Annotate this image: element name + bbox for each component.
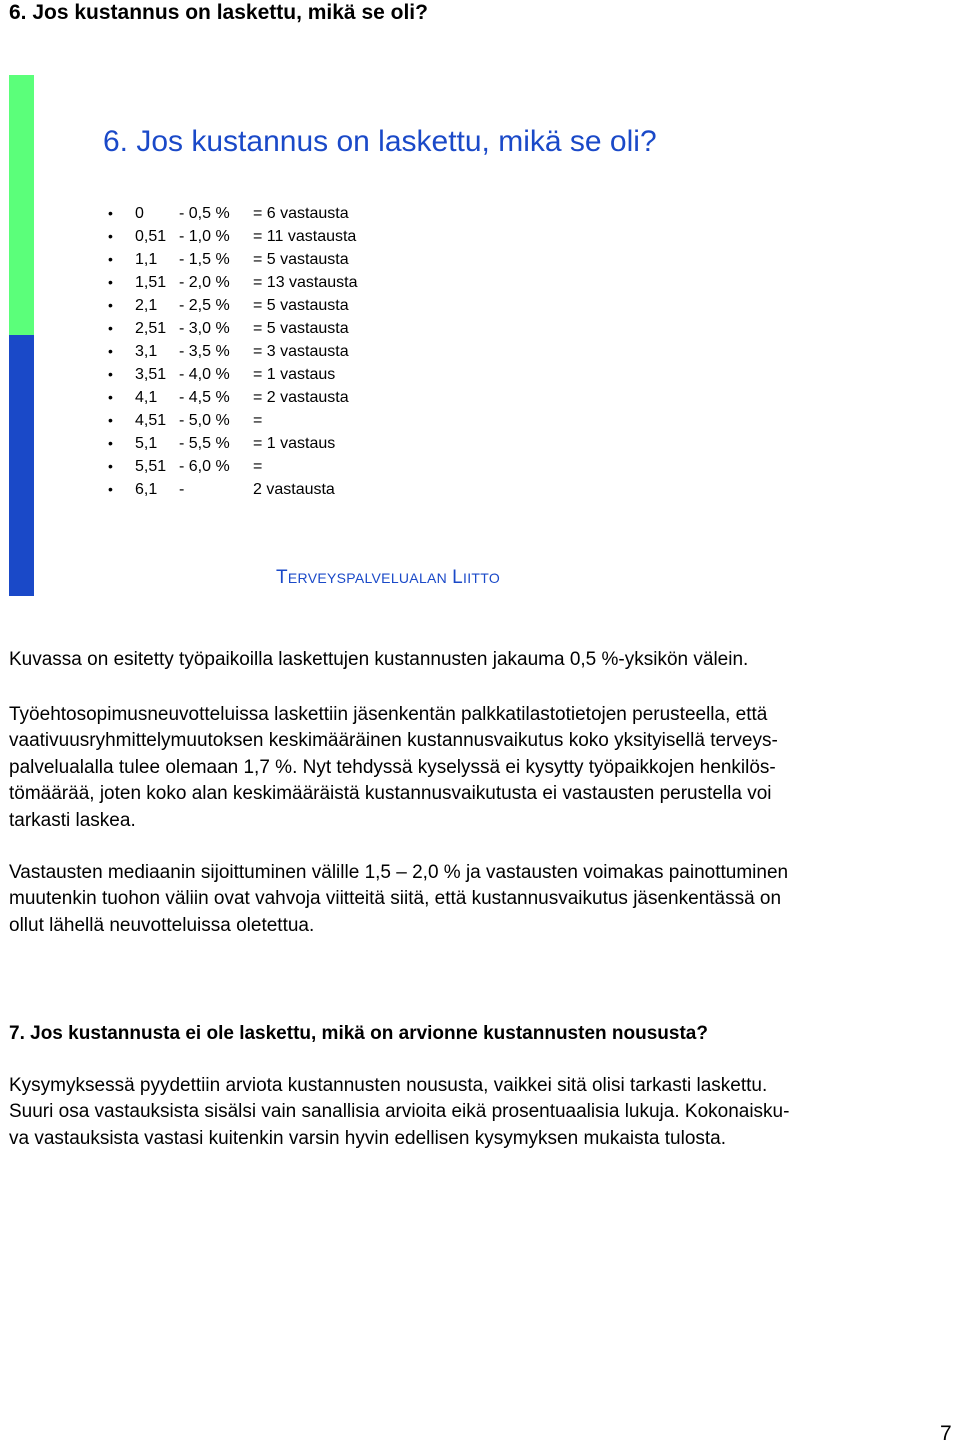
response-count: = [253,412,263,429]
bullet-icon: • [108,481,113,497]
range-end: - 1,5 % [179,251,230,268]
paragraph-line: Työehtosopimusneuvotteluissa laskettiin jäsenkentän palkkatilastotietojen perusteella, että [9,704,768,725]
range-end: - 3,0 % [179,320,230,337]
slide-green-bar [9,75,34,335]
range-end: - 0,5 % [179,205,230,222]
bullet-icon: • [108,389,113,405]
paragraph-line: Suuri osa vastauksista sisälsi vain sanallisia arvioita eikä prosentuaalisia lukuja. Kokonaisku- [9,1101,790,1123]
bullet-icon: • [108,251,113,267]
paragraph-line: tömäärää, joten koko alan keskimääräistä kustannusvaikutusta ei vastausten perustella voi [9,783,772,805]
bullet-icon: • [108,366,113,382]
bullet-icon: • [108,228,113,244]
response-count: = 1 vastaus [253,435,336,452]
range-start: 1,1 [135,251,158,268]
logo-word-1-rest: ERVEYSPALVELUALAN [287,570,448,586]
response-count: 2 vastausta [253,481,335,498]
range-end: - 3,5 % [179,343,230,360]
range-end: - [179,481,185,498]
range-end: - 6,0 % [179,458,230,475]
section-7-heading: 7. Jos kustannusta ei ole laskettu, mikä on arvionne kustannusten noususta? [9,1023,708,1044]
paragraph-line: Kysymyksessä pyydettiin arviota kustannusten noususta, vaikkei sitä olisi tarkasti laskettu. [9,1075,768,1096]
range-end: - 1,0 % [179,228,230,245]
organization-logo [276,568,500,588]
response-count: = 13 vastausta [253,274,358,291]
page-number: 7 [940,1422,952,1445]
logo-word-2-rest: IITTO [463,570,501,586]
range-start: 5,1 [135,435,158,452]
range-start: 4,1 [135,389,158,406]
response-count: = 5 vastausta [253,320,349,337]
range-end: - 4,5 % [179,389,230,406]
range-end: - 2,5 % [179,297,230,314]
bullet-icon: • [108,435,113,451]
bullet-icon: • [108,297,113,313]
paragraph-line: va vastauksista vastasi kuitenkin varsin hyvin edellisen kysymyksen mukaista tulosta. [9,1127,727,1149]
paragraph-line: tarkasti laskea. [9,809,136,831]
response-count: = 2 vastausta [253,389,349,406]
bullet-icon: • [108,205,113,221]
response-count: = [253,458,263,475]
paragraph-median [9,860,954,939]
response-count: = 1 vastaus [253,366,336,383]
bullet-icon: • [108,412,113,428]
logo-initial-1: T [276,567,288,588]
range-end: - 2,0 % [179,274,230,291]
page-heading: 6. Jos kustannus on laskettu, mikä se oli? [9,1,428,24]
response-count: = 6 vastausta [253,205,349,222]
bullet-icon: • [108,458,113,474]
range-start: 1,51 [135,274,167,291]
response-count: = 5 vastausta [253,297,349,314]
bullet-icon: • [108,274,113,290]
range-start: 5,51 [135,458,167,475]
range-start: 3,1 [135,343,158,360]
range-end: - 5,0 % [179,412,230,429]
range-start: 0,51 [135,228,167,245]
range-end: - 5,5 % [179,435,230,452]
range-start: 3,51 [135,366,167,383]
paragraph-negotiations [9,702,954,834]
bullet-icon: • [108,320,113,336]
range-end: - 4,0 % [179,366,230,383]
paragraph-estimates [9,1073,954,1152]
slide-blue-bar [9,335,34,596]
slide-image [0,75,960,600]
slide-title: 6. Jos kustannus on laskettu, mikä se oli? [103,125,657,158]
range-start: 4,51 [135,412,167,429]
range-start: 6,1 [135,481,158,498]
response-count: = 11 vastausta [253,228,357,245]
response-count: = 3 vastausta [253,343,349,360]
range-start: 2,1 [135,297,158,314]
paragraph-line: Vastausten mediaanin sijoittuminen välille 1,5 – 2,0 % ja vastausten voimakas painottuminen [9,862,789,883]
paragraph-line: ollut lähellä neuvotteluissa oletettua. [9,914,315,936]
bullet-icon: • [108,343,113,359]
range-start: 0 [135,205,144,222]
logo-initial-2: L [452,567,463,588]
response-count: = 5 vastausta [253,251,349,268]
range-start: 2,51 [135,320,167,337]
paragraph-line: palvelualalla tulee olemaan 1,7 %. Nyt tehdyssä kyselyssä ei kysytty työpaikkojen henkilös- [9,756,776,778]
caption-paragraph: Kuvassa on esitetty työpaikoilla laskettujen kustannusten jakauma 0,5 %-yksikön välein. [9,649,749,670]
paragraph-line: muutenkin tuohon väliin ovat vahvoja viitteitä siitä, että kustannusvaikutus jäsenkentässä on [9,888,782,910]
paragraph-line: vaativuusryhmittelymuutoksen keskimääräinen kustannusvaikutus koko yksityisellä terveys- [9,730,778,752]
